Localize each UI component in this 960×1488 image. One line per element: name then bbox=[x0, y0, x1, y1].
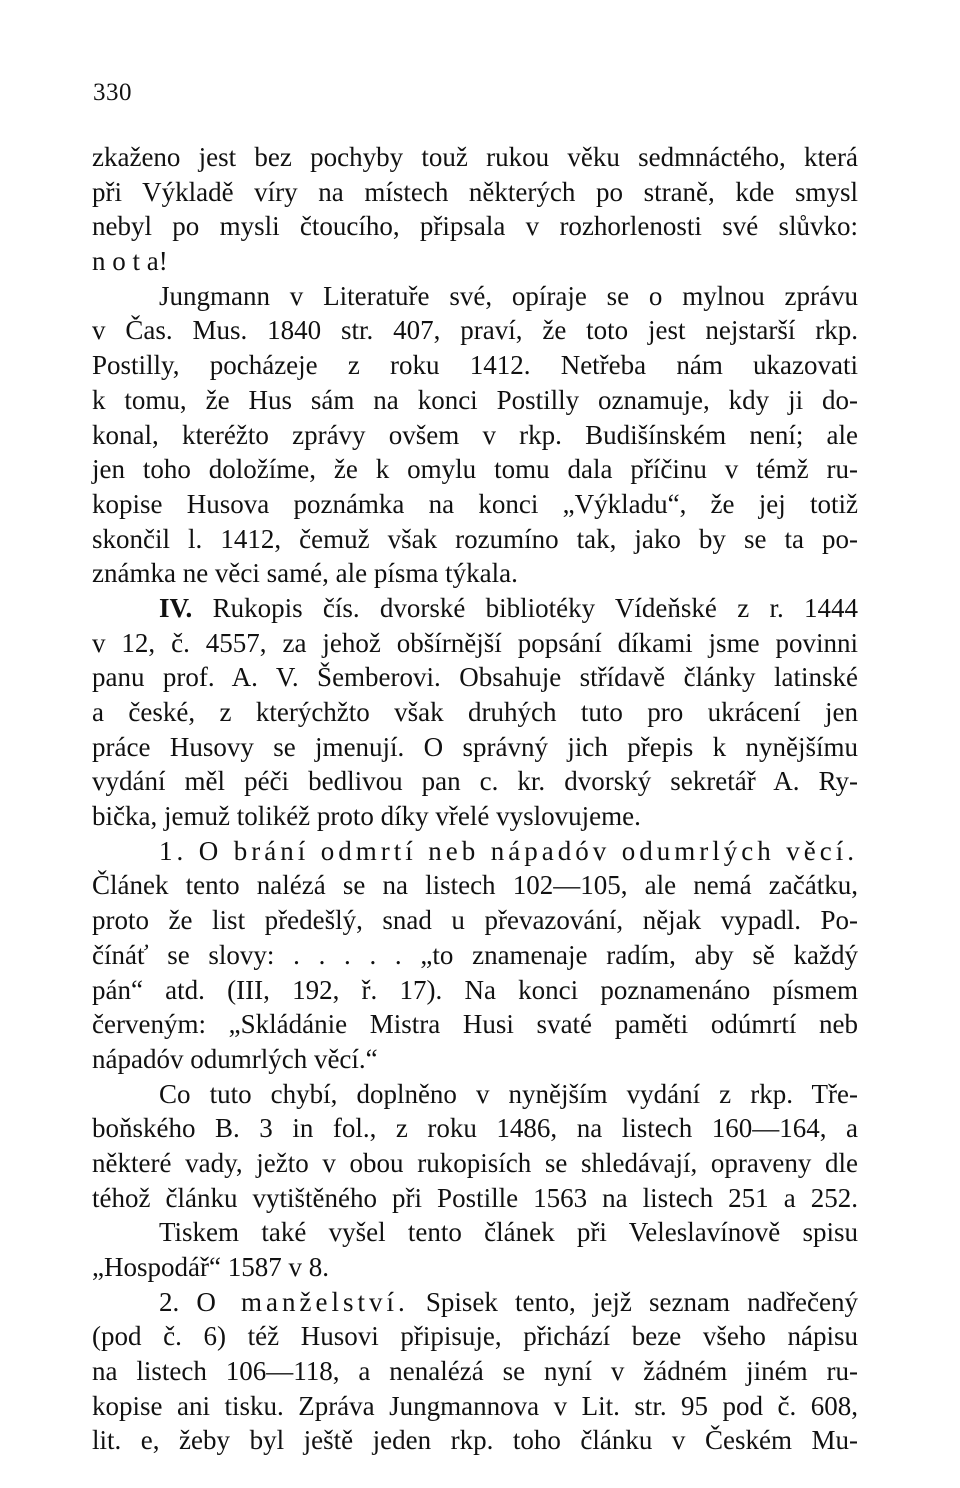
text-line: k tomu, že Hus sám na konci Postilly oznamuje, kdy ji do- bbox=[92, 384, 858, 415]
text-line: známka ne věci samé, ale písma týkala. bbox=[92, 558, 518, 589]
text-line: na listech 106—118, a nenalézá se nyní v žádném jiném ru- bbox=[92, 1356, 858, 1387]
text-line: při Výkladě víry na místech některých po straně, kde smysl bbox=[92, 176, 858, 207]
text-line: Tiskem také vyšel tento článek při Veleslavínově spisu bbox=[159, 1217, 858, 1248]
page-number: 330 bbox=[93, 79, 132, 106]
text-line: konal, kteréžto zprávy ovšem v rkp. Budišínském není; ale bbox=[92, 419, 858, 450]
text-line: práce Husovy se jmenují. O správný jich přepis k nynějšímu bbox=[92, 731, 858, 762]
text-line: nápadóv odumrlých věcí.“ bbox=[92, 1043, 378, 1074]
spaced-heading: O manželství. bbox=[196, 1286, 409, 1317]
text-line: jen toho doložíme, že k omylu tomu dala příčinu v témž ru- bbox=[92, 454, 858, 485]
text-line: nebyl po mysli čtoucího, připsala v rozhorlenosti své slůvko: bbox=[92, 211, 858, 242]
text-line: bička, jemuž tolikéž proto díky vřelé vyslovujeme. bbox=[92, 801, 641, 832]
text-line: pán“ atd. (III, 192, ř. 17). Na konci poznamenáno písmem bbox=[92, 974, 858, 1005]
text-line: v 12, č. 4557, za jehož obšírnější popsání díkami jsme povinni bbox=[92, 627, 858, 658]
text-line: 1. O brání odmrtí neb nápadóv odumrlých věcí. bbox=[159, 835, 858, 866]
text-line: boňského B. 3 in fol., z roku 1486, na listech 160—164, a bbox=[92, 1113, 858, 1144]
text-line: lit. e, žeby byl ještě jeden rkp. toho článku v Českém Mu- bbox=[92, 1425, 858, 1456]
text-line: červeným: „Skládánie Mistra Husi svaté paměti odúmrtí neb bbox=[92, 1009, 858, 1040]
text-line: (pod č. 6) též Husovi připisuje, přichází beze všeho nápisu bbox=[92, 1321, 858, 1352]
text-line: Článek tento nalézá se na listech 102—105, ale nemá začátku, bbox=[92, 870, 858, 901]
text-line: některé vady, ježto v obou rukopisích se shledávají, opraveny dle bbox=[92, 1147, 858, 1178]
text-line: kopise Husova poznámka na konci „Výkladu“, že jej totiž bbox=[92, 488, 858, 519]
text-line: kopise ani tisku. Zpráva Jungmannova v Lit. str. 95 pod č. 608, bbox=[92, 1390, 858, 1421]
text-line: n o t a! bbox=[92, 246, 168, 277]
text-line: 2. O manželství. Spisek tento, jejž seznam nadřečený bbox=[159, 1286, 859, 1317]
text-line: a české, z kterýchžto však druhých tuto pro ukrácení jen bbox=[92, 697, 858, 727]
text-line: panu prof. A. V. Šemberovi. Obsahuje střídavě články latinské bbox=[92, 662, 858, 693]
text-line: „Hospodář“ 1587 v 8. bbox=[92, 1252, 329, 1282]
text-line: Postilly, pocházeje z roku 1412. Netřeba nám ukazovati bbox=[92, 350, 858, 381]
text-line: Jungmann v Literatuře své, opíraje se o mylnou zprávu bbox=[159, 280, 858, 311]
text-line: vydání měl péči bedlivou pan c. kr. dvorský sekretář A. Ry- bbox=[92, 766, 858, 797]
body-text bbox=[92, 140, 858, 1458]
text-line: téhož článku vytištěného při Postille 1563 na listech 251 a 252. bbox=[92, 1182, 858, 1213]
text-line: v Čas. Mus. 1840 str. 407, praví, že toto jest nejstarší rkp. bbox=[92, 315, 858, 346]
section-numeral: IV. bbox=[159, 592, 193, 623]
text-line: čínáť se slovy: . . . . . „to znamenaje radím, aby sě každý bbox=[92, 939, 858, 970]
text-line: IV. Rukopis čís. dvorské bibliotéky Vídeňské z r. 1444 bbox=[159, 592, 858, 623]
text-line: skončil l. 1412, čemuž však rozumíno tak, jako by se ta po- bbox=[92, 523, 858, 554]
text-line: zkaženo jest bez pochyby touž rukou věku sedmnáctého, která bbox=[92, 142, 858, 172]
text-line: Co tuto chybí, doplněno v nynějším vydání z rkp. Tře- bbox=[159, 1078, 858, 1109]
text-line: proto že list předešlý, snad u převazování, nějak vypadl. Po- bbox=[92, 905, 858, 936]
